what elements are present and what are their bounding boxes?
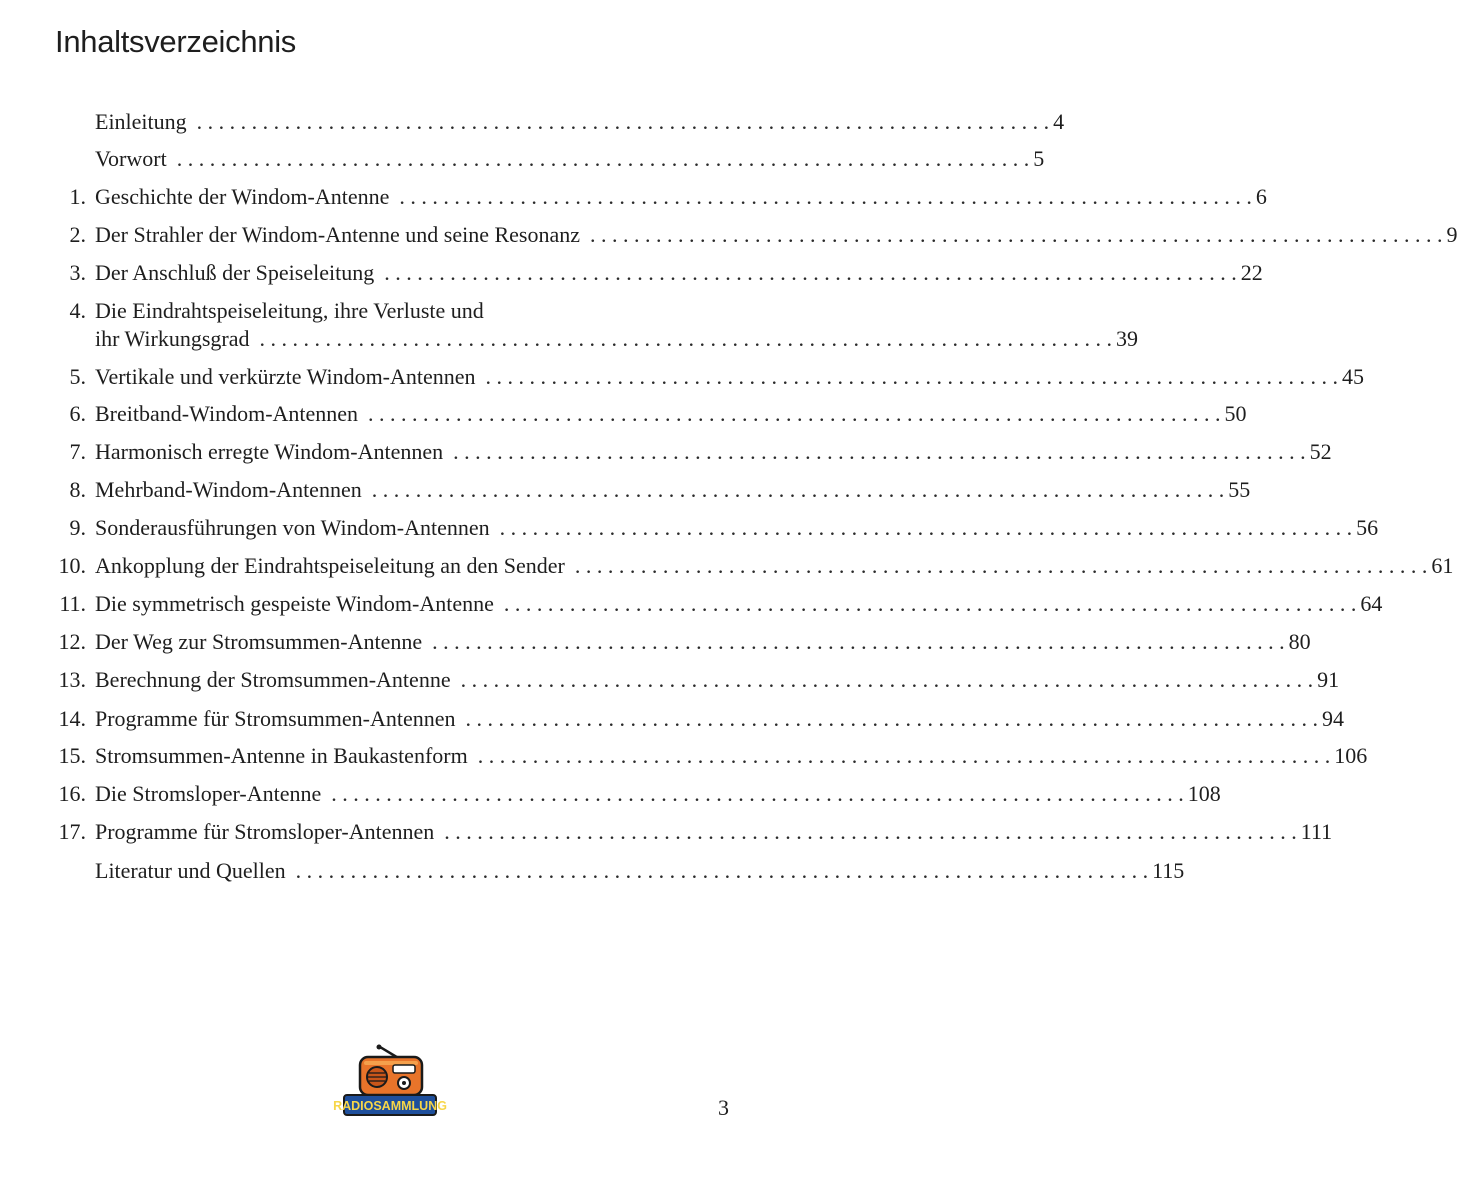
toc-entry-number: 8. xyxy=(69,477,86,502)
toc-entry-line xyxy=(95,665,1340,695)
toc-entry-line xyxy=(95,589,1383,619)
toc-entry-page: 5 xyxy=(1033,146,1045,171)
toc-entry-title-line1: Die Eindrahtspeiseleitung, ihre Verluste und xyxy=(95,298,484,323)
toc-leader-dots xyxy=(260,324,1113,354)
toc-leader-dots xyxy=(331,779,1184,809)
toc-entry-title: Einleitung xyxy=(95,109,187,134)
toc-entry-title: Breitband-Windom-Antennen xyxy=(95,401,359,426)
toc-entry-line xyxy=(95,437,1332,467)
toc-leader-dots xyxy=(453,437,1306,467)
toc-entry-page: 61 xyxy=(1431,553,1454,578)
toc-entry-line xyxy=(95,627,1311,657)
toc-entry-number: 9. xyxy=(69,515,86,540)
toc-entry-number: 4. xyxy=(69,298,86,323)
toc-entry-page: 111 xyxy=(1300,819,1333,844)
toc-entry-page: 4 xyxy=(1053,109,1065,134)
toc-entry-page: 22 xyxy=(1240,260,1263,285)
toc-entry-page: 115 xyxy=(1152,858,1185,883)
toc-entry-line xyxy=(95,107,1065,137)
toc-entry-line xyxy=(95,399,1247,429)
toc-entry-title: Die Stromsloper-Antenne xyxy=(95,781,322,806)
toc-entry-line xyxy=(95,513,1379,543)
toc-entry-page: 9 xyxy=(1446,222,1458,247)
toc-entry-number: 3. xyxy=(69,260,86,285)
toc-entry-number: 17. xyxy=(58,819,86,844)
toc-entry-vorwort xyxy=(0,144,1045,180)
toc-entry-number: 12. xyxy=(58,629,86,654)
toc-entry-14 xyxy=(0,704,1344,740)
toc-entry-title: Geschichte der Windom-Antenne xyxy=(95,184,390,209)
toc-entry-title: Stromsummen-Antenne in Baukastenform xyxy=(95,743,468,768)
toc-entry-number: 6. xyxy=(69,401,86,426)
toc-entry-13 xyxy=(0,665,1340,701)
toc-leader-dots xyxy=(444,817,1297,847)
toc-entry-2 xyxy=(0,220,1458,256)
toc-entry-page: 39 xyxy=(1116,326,1139,351)
toc-entry-line xyxy=(95,475,1251,505)
toc-entry-number: 13. xyxy=(58,667,86,692)
toc-entry-1 xyxy=(0,182,1267,218)
toc-entry-literatur xyxy=(0,856,1185,892)
toc-leader-dots xyxy=(461,665,1314,695)
toc-entry-number: 16. xyxy=(58,781,86,806)
page-number: 3 xyxy=(718,1095,729,1120)
toc-leader-dots xyxy=(466,704,1319,734)
toc-leader-dots xyxy=(575,551,1428,581)
toc-leader-dots xyxy=(296,856,1149,886)
toc-entry-9 xyxy=(0,513,1379,549)
toc-leader-dots xyxy=(504,589,1357,619)
toc-entry-number: 10. xyxy=(58,553,86,578)
toc-leader-dots xyxy=(590,220,1443,250)
toc-entry-number: 15. xyxy=(58,743,86,768)
toc-entry-line xyxy=(95,258,1263,288)
toc-entry-title: Programme für Stromsloper-Antennen xyxy=(95,819,435,844)
toc-entry-4 xyxy=(0,296,1139,356)
radio-icon xyxy=(333,1043,447,1119)
toc-entry-5 xyxy=(0,362,1365,398)
toc-leader-dots xyxy=(500,513,1353,543)
toc-leader-dots xyxy=(197,107,1050,137)
toc-leader-dots xyxy=(399,182,1252,212)
toc-entry-10 xyxy=(0,551,1454,587)
toc-entry-page: 45 xyxy=(1342,364,1365,389)
toc-entry-page: 108 xyxy=(1187,781,1221,806)
toc-entry-title: Die symmetrisch gespeiste Windom-Antenne xyxy=(95,591,494,616)
toc-entry-line xyxy=(95,817,1333,847)
toc-entry-title: Der Weg zur Stromsummen-Antenne xyxy=(95,629,423,654)
toc-entry-line xyxy=(95,144,1045,174)
toc-entry-number: 5. xyxy=(69,364,86,389)
toc-entry-16 xyxy=(0,779,1221,815)
toc-entry-number: 7. xyxy=(69,439,86,464)
toc-entry-17 xyxy=(0,817,1333,853)
toc-entry-number: 2. xyxy=(69,222,86,247)
toc-entry-title: Mehrband-Windom-Antennen xyxy=(95,477,362,502)
toc-entry-title: Harmonisch erregte Windom-Antennen xyxy=(95,439,444,464)
radiosammlung-logo xyxy=(333,1043,447,1119)
toc-entry-title: Der Anschluß der Speiseleitung xyxy=(95,260,375,285)
toc-leader-dots xyxy=(486,362,1339,392)
toc-entry-title: Vertikale und verkürzte Windom-Antennen xyxy=(95,364,476,389)
toc-entry-line xyxy=(95,324,1139,354)
toc-entry-line xyxy=(95,741,1368,771)
toc-entry-title: Vorwort xyxy=(95,146,167,171)
toc-entry-title: Ankopplung der Eindrahtspeiseleitung an den Sender xyxy=(95,553,565,578)
toc-entry-page: 55 xyxy=(1228,477,1251,502)
toc-entry-line xyxy=(95,220,1458,250)
toc-entry-line xyxy=(95,551,1454,581)
toc-entry-7 xyxy=(0,437,1332,473)
toc-entry-line xyxy=(95,779,1221,809)
page-title: Inhaltsverzeichnis xyxy=(55,24,296,59)
toc-leader-dots xyxy=(368,399,1221,429)
toc-leader-dots xyxy=(432,627,1285,657)
toc-entry-title: Literatur und Quellen xyxy=(95,858,286,883)
toc-leader-dots xyxy=(384,258,1237,288)
toc-entry-6 xyxy=(0,399,1247,435)
logo-text: RADIOSAMMLUNG xyxy=(333,1099,447,1113)
toc-leader-dots xyxy=(177,144,1030,174)
toc-entry-page: 50 xyxy=(1224,401,1247,426)
toc-entry-title: Programme für Stromsummen-Antennen xyxy=(95,706,456,731)
toc-entry-title: Berechnung der Stromsummen-Antenne xyxy=(95,667,451,692)
toc-entry-line xyxy=(95,856,1185,886)
toc-entry-page: 64 xyxy=(1360,591,1383,616)
toc-entry-page: 91 xyxy=(1317,667,1340,692)
toc-entry-page: 106 xyxy=(1334,743,1368,768)
toc-leader-dots xyxy=(478,741,1331,771)
toc-entry-page: 52 xyxy=(1309,439,1332,464)
toc-entry-8 xyxy=(0,475,1251,511)
toc-entry-page: 56 xyxy=(1356,515,1379,540)
toc-entry-3 xyxy=(0,258,1263,294)
toc-entry-number: 11. xyxy=(59,591,86,616)
toc-entry-line xyxy=(95,362,1365,392)
toc-entry-line xyxy=(95,704,1344,734)
toc-entry-page: 80 xyxy=(1288,629,1311,654)
toc-entry-11 xyxy=(0,589,1383,625)
toc-entry-number: 14. xyxy=(58,706,86,731)
toc-entry-title: ihr Wirkungsgrad xyxy=(95,326,250,351)
toc-entry-12 xyxy=(0,627,1311,663)
toc-entry-title: Sonderausführungen von Windom-Antennen xyxy=(95,515,490,540)
toc-entry-page: 94 xyxy=(1322,706,1344,731)
toc-entry-line xyxy=(95,182,1267,212)
toc-entry-number: 1. xyxy=(69,184,86,209)
toc-entry-title: Der Strahler der Windom-Antenne und seine Resonanz xyxy=(95,222,581,247)
toc-entry-page: 6 xyxy=(1255,184,1267,209)
toc-entry-einleitung xyxy=(0,107,1065,143)
toc-leader-dots xyxy=(372,475,1225,505)
toc-entry-15 xyxy=(0,741,1368,777)
